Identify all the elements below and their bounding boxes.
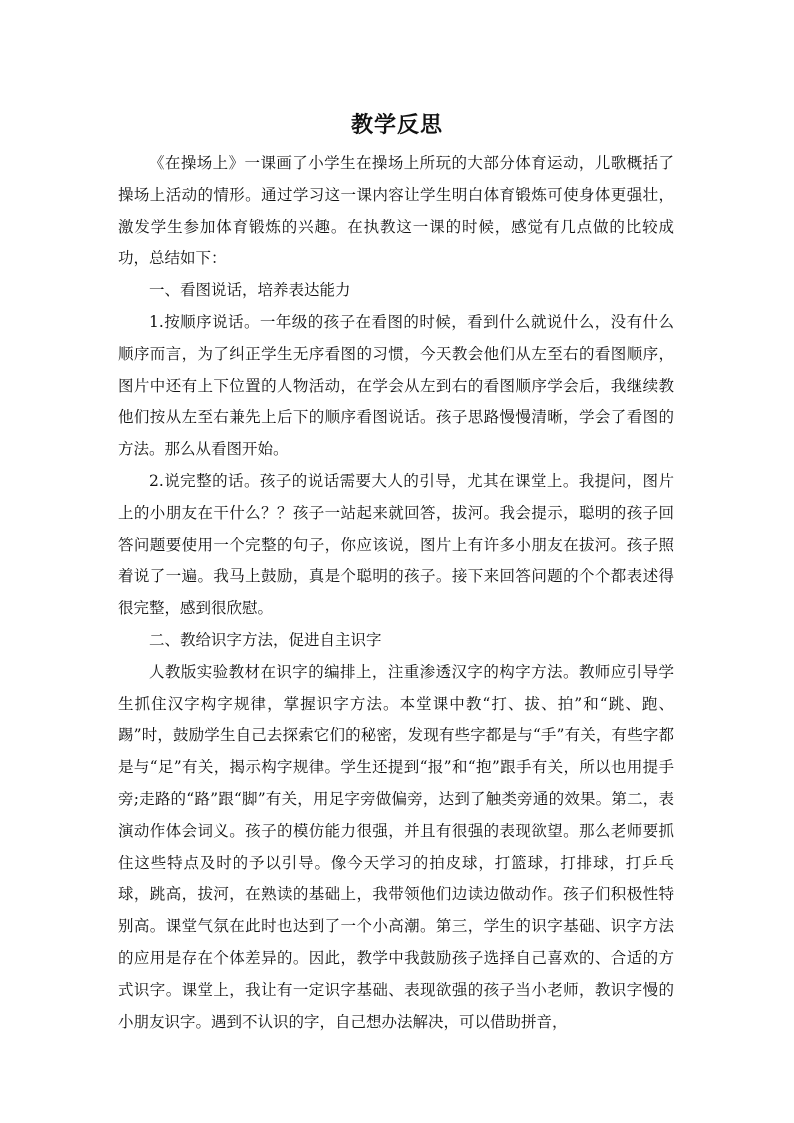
- paragraph-1-1: 1.按顺序说话。一年级的孩子在看图的时候，看到什么就说什么，没有什么顺序而言，为了纠正学生无序看图的习惯，今天教会他们从左至右的看图顺序，图片中还有上下位置的人物活动，在学会从左到右的看图顺序学会后，我继续教他们按从左至右兼先上后下的顺序看图说话。孩子思路慢慢清晰，学会了看图的方法。那么从看图开始。: [118, 312, 674, 459]
- paragraph-1-2: 2.说完整的话。孩子的说话需要大人的引导，尤其在课堂上。我提问，图片上的小朋友在干什么？？孩子一站起来就回答，拔河。我会提示，聪明的孩子回答问题要使用一个完整的句子，你应该说，图片上有许多小朋友在拔河。孩子照着说了一遍。我马上鼓励，真是个聪明的孩子。接下来回答问题的个个都表述得很完整，感到很欣慰。: [118, 471, 674, 618]
- paragraph-intro: 《在操场上》一课画了小学生在操场上所玩的大部分体育运动，儿歌概括了操场上活动的情形。通过学习这一课内容让学生明白体育锻炼可使身体更强壮，激发学生参加体育锻炼的兴趣。在执教这一课的时候，感觉有几点做的比较成功，总结如下：: [118, 154, 674, 268]
- section-heading-1: 一、看图说话，培养表达能力: [149, 281, 351, 300]
- section-heading-2: 二、教给识字方法，促进自主识字: [149, 630, 382, 649]
- page-title: 教学反思: [350, 112, 443, 138]
- paragraph-2-1: 人教版实验教材在识字的编排上，注重渗透汉字的构字方法。教师应引导学生抓住汉字构字规律，掌握识字方法。本堂课中教“打、拔、拍”和“跳、跑、踢”时，鼓励学生自己去探索它们的秘密，发现有些字都是与“手”有关，有些字都是与“足”有关，揭示构字规律。学生还提到“报”和“抱”跟手有关，所以也用提手旁;走路的“路”跟“脚”有关，用足字旁做偏旁，达到了触类旁通的效果。第二，表演动作体会词义。孩子的模仿能力很强，并且有很强的表现欲望。那么老师要抓住这些特点及时的予以引导。像今天学习的拍皮球，打篮球，打排球，打乒乓球，跳高，拔河，在熟读的基础上，我带领他们边读边做动作。孩子们积极性特别高。课堂气氛在此时也达到了一个小高潮。第三，学生的识字基础、识字方法的应用是存在个体差异的。因此，教学中我鼓励孩子选择自己喜欢的、合适的方式识字。课堂上，我让有一定识字基础、表现欲强的孩子当小老师，教识字慢的小朋友识字。遇到不认识的字，自己想办法解决，可以借助拼音，: [118, 662, 674, 1031]
- document-body: [118, 148, 674, 1038]
